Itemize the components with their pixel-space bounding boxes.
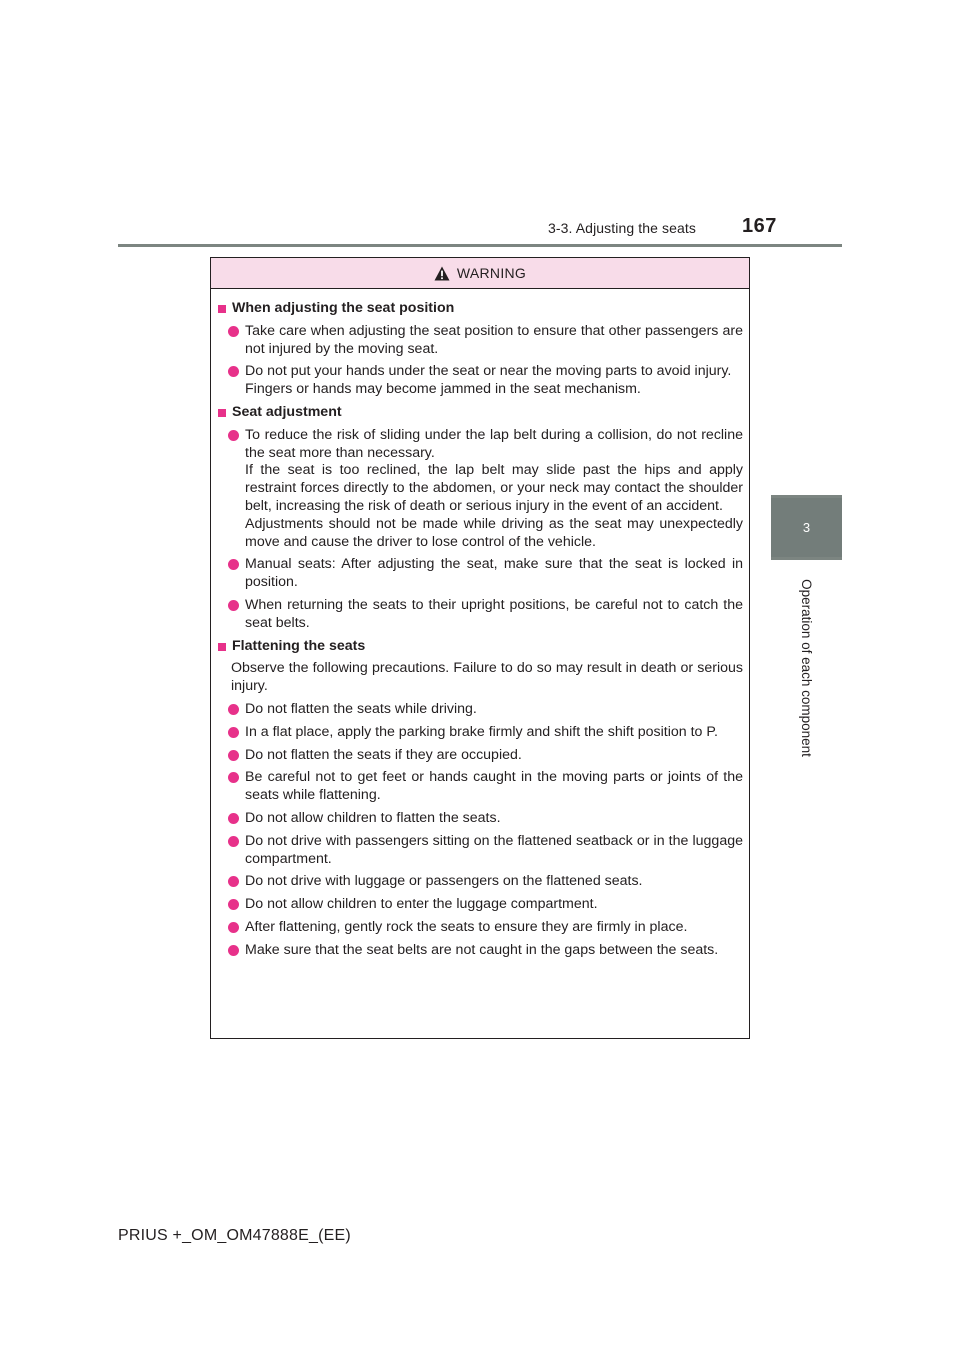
warning-item-paragraph: Be careful not to get feet or hands caught in the moving parts or joints of the seats while flattening. bbox=[245, 769, 743, 804]
warning-item-paragraph: Do not allow children to enter the luggage compartment. bbox=[245, 896, 598, 913]
round-bullet-icon bbox=[228, 813, 239, 824]
round-bullet-icon bbox=[228, 876, 239, 887]
warning-item-paragraph: Do not drive with luggage or passengers on the flattened seats. bbox=[245, 873, 643, 890]
warning-item bbox=[228, 769, 743, 805]
header-divider bbox=[118, 244, 842, 247]
warning-item-text bbox=[245, 896, 743, 914]
section-title-text: When adjusting the seat position bbox=[232, 300, 455, 316]
round-bullet-icon bbox=[228, 836, 239, 847]
warning-item-paragraph: In a flat place, apply the parking brake firmly and shift the shift position to P. bbox=[245, 723, 718, 740]
round-bullet-icon bbox=[228, 750, 239, 761]
warning-item bbox=[228, 597, 743, 633]
warning-item-text bbox=[245, 724, 743, 742]
section-square-bullet-icon bbox=[218, 409, 226, 417]
document-id: PRIUS +_OM_OM47888E_(EE) bbox=[118, 1227, 351, 1244]
warning-item bbox=[228, 833, 743, 869]
warning-item-paragraph: Fingers or hands may become jammed in the seat mechanism. bbox=[245, 381, 641, 398]
warning-item bbox=[228, 873, 743, 891]
round-bullet-icon bbox=[228, 922, 239, 933]
section-title: 3-3. Adjusting the seats bbox=[548, 220, 696, 236]
warning-item-paragraph: After flattening, gently rock the seats to ensure they are firmly in place. bbox=[245, 918, 688, 935]
warning-item-paragraph: Do not drive with passengers sitting on the flattened seatback or in the luggage compartment. bbox=[245, 832, 743, 867]
warning-item-text bbox=[245, 556, 743, 592]
chapter-tab bbox=[771, 498, 842, 557]
warning-item-text bbox=[245, 747, 743, 765]
round-bullet-icon bbox=[228, 430, 239, 441]
warning-body bbox=[211, 289, 749, 960]
round-bullet-icon bbox=[228, 559, 239, 570]
warning-title: WARNING bbox=[456, 265, 527, 281]
warning-item-text bbox=[245, 427, 743, 552]
warning-item-paragraph: If the seat is too reclined, the lap belt may slide past the hips and apply restraint forces directly to the abdomen, or your neck may contact the shoulder belt, increasing the risk of death or serious injury in the event of an accident. bbox=[245, 462, 743, 514]
warning-item-paragraph: To reduce the risk of sliding under the lap belt during a collision, do not recline the seat more than necessary. bbox=[245, 426, 743, 461]
round-bullet-icon bbox=[228, 772, 239, 783]
warning-item-paragraph: Do not allow children to flatten the seats. bbox=[245, 809, 501, 826]
warning-item bbox=[228, 919, 743, 937]
warning-item bbox=[228, 724, 743, 742]
warning-item-paragraph: Adjustments should not be made while driving as the seat may unexpectedly move and cause the driver to lose control of the vehicle. bbox=[245, 515, 743, 550]
warning-item-paragraph: Take care when adjusting the seat position to ensure that other passengers are not injured by the moving seat. bbox=[245, 322, 743, 357]
warning-item-text bbox=[245, 919, 743, 937]
warning-item bbox=[228, 701, 743, 719]
warning-item bbox=[228, 747, 743, 765]
page-number: 167 bbox=[742, 215, 777, 237]
warning-item-paragraph: Do not flatten the seats while driving. bbox=[245, 700, 477, 717]
round-bullet-icon bbox=[228, 899, 239, 910]
round-bullet-icon bbox=[228, 326, 239, 337]
round-bullet-icon bbox=[228, 727, 239, 738]
warning-item-text bbox=[245, 701, 743, 719]
warning-item-text bbox=[245, 363, 743, 399]
warning-item-text bbox=[245, 597, 743, 633]
warning-section-title bbox=[218, 404, 743, 422]
warning-item bbox=[228, 427, 743, 552]
warning-item-paragraph: Manual seats: After adjusting the seat, make sure that the seat is locked in position. bbox=[245, 556, 743, 591]
warning-item-text bbox=[245, 769, 743, 805]
warning-item bbox=[228, 323, 743, 359]
section-square-bullet-icon bbox=[218, 643, 226, 651]
warning-item-paragraph: Make sure that the seat belts are not caught in the gaps between the seats. bbox=[245, 941, 719, 958]
section-title-text: Flattening the seats bbox=[232, 637, 366, 654]
round-bullet-icon bbox=[228, 600, 239, 611]
round-bullet-icon bbox=[228, 704, 239, 715]
warning-item bbox=[228, 810, 743, 828]
warning-item-text bbox=[245, 833, 743, 869]
warning-item-paragraph: When returning the seats to their upright positions, be careful not to catch the seat belts. bbox=[245, 596, 743, 631]
warning-header bbox=[211, 258, 749, 289]
warning-item bbox=[228, 556, 743, 592]
section-intro: Observe the following precautions. Failure to do so may result in death or serious injury. bbox=[231, 660, 743, 695]
warning-item bbox=[228, 896, 743, 914]
round-bullet-icon bbox=[228, 366, 239, 377]
warning-item-text bbox=[245, 323, 743, 359]
warning-section-title bbox=[218, 300, 743, 318]
warning-box bbox=[210, 257, 750, 1039]
warning-section-title bbox=[218, 638, 743, 656]
warning-item-text bbox=[245, 810, 743, 828]
warning-triangle-icon bbox=[434, 266, 450, 281]
warning-item-paragraph: Do not put your hands under the seat or near the moving parts to avoid injury. bbox=[245, 363, 732, 380]
section-square-bullet-icon bbox=[218, 305, 226, 313]
warning-item bbox=[228, 942, 743, 960]
chapter-number: 3 bbox=[802, 520, 811, 535]
warning-item-text bbox=[245, 873, 743, 891]
round-bullet-icon bbox=[228, 945, 239, 956]
warning-item-paragraph: Do not flatten the seats if they are occupied. bbox=[245, 746, 522, 763]
warning-item bbox=[228, 363, 743, 399]
warning-item-text bbox=[245, 942, 743, 960]
chapter-tab-bottom-rule bbox=[771, 557, 842, 560]
chapter-title: Operation of each component bbox=[799, 579, 814, 757]
section-title-text: Seat adjustment bbox=[232, 403, 342, 420]
